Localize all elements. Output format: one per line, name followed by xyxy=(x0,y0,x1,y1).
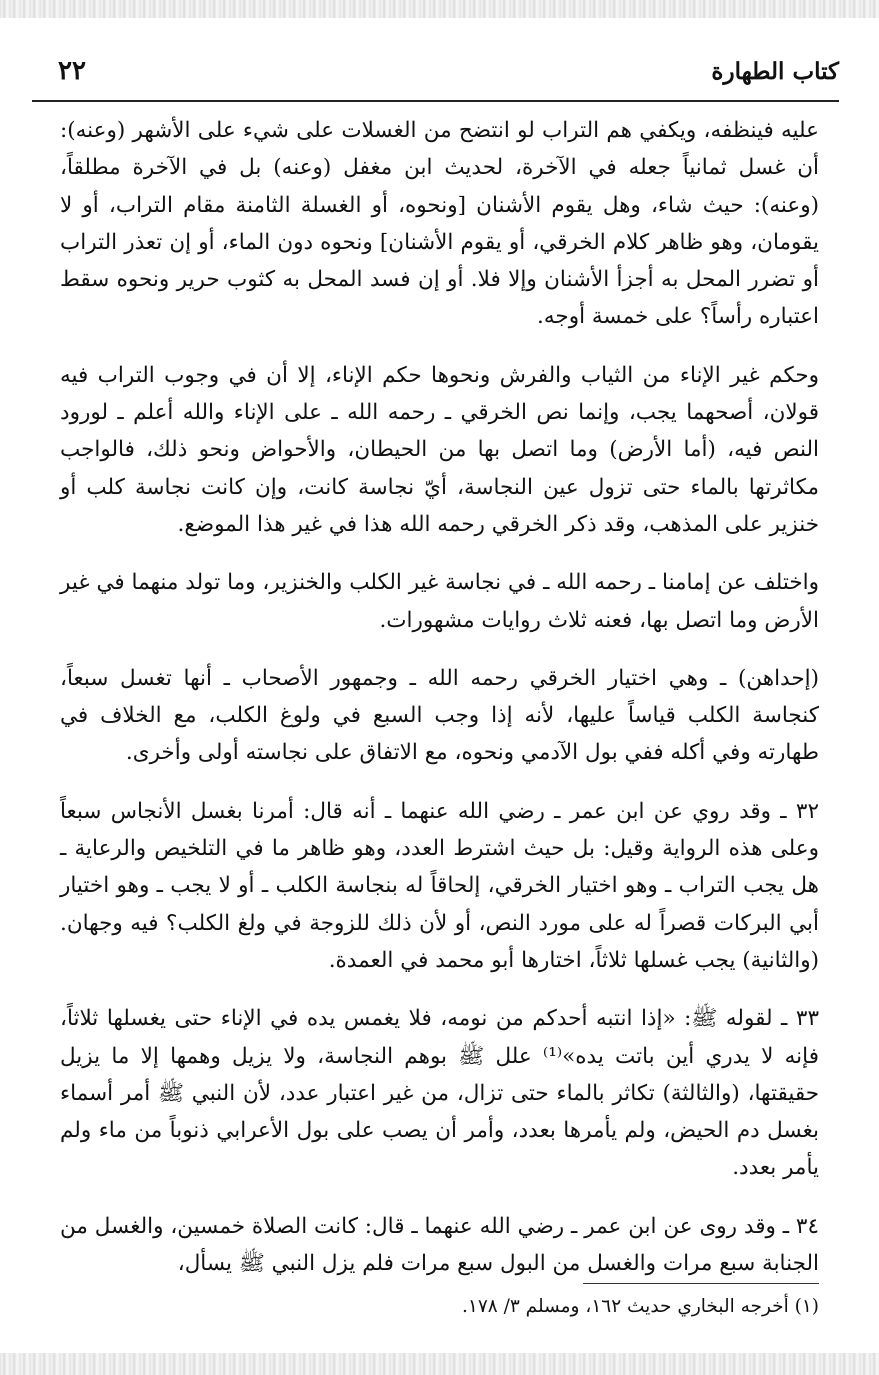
paragraph: عليه فينظفه، ويكفي هم التراب لو انتضح من الغسلات على شيء على الأشهر (وعنه): أن غسل ثمانياً جعله في الآخرة، لحديث ابن مغفل (وعنه) بل في الآخرة مطلقاً، (وعنه): حيث شاء، وهل يقوم الأشنان [ونحوه، أو الغسلة الثامنة مقام التراب، أو لا يقومان، وهو ظاهر كلام الخرقي، أو يقوم الأشنان] ونحوه دون الماء، أو إن تعذر التراب أو تضرر المحل به أجزأ الأشنان وإلا فلا. أو إن فسد المحل به كثوب حرير ونحوه سقط اعتباره رأساً؟ على خمسة أوجه. xyxy=(60,118,819,330)
footnote-divider xyxy=(583,1283,819,1284)
body-text xyxy=(60,112,819,1303)
scan-edge-top xyxy=(0,0,879,18)
paragraph: واختلف عن إمامنا ـ رحمه الله ـ في نجاسة غير الكلب والخنزير، وما تولد منهما في غير الأرض وما اتصل بها، فعنه ثلاث روايات مشهورات. xyxy=(60,570,819,633)
page-number: ٢٢ xyxy=(58,56,86,86)
scan-edge-bottom xyxy=(0,1353,879,1375)
paragraph: (إحداهن) ـ وهي اختيار الخرقي رحمه الله ـ وجمهور الأصحاب ـ أنها تغسل سبعاً، كنجاسة الكلب قياساً عليها، لأنه إذا وجب السبع في ولوغ الكلب، مع الخلاف في طهارته وفي أكله ففي بول الآدمي ونحوه، مع الاتفاق على نجاسته أولى وأخرى. xyxy=(60,665,819,766)
running-title: كتاب الطهارة xyxy=(711,58,839,85)
page-header xyxy=(32,52,839,102)
paragraph: ٣٤ ـ وقد روى عن ابن عمر ـ رضي الله عنهما ـ قال: كانت الصلاة خمسين، والغسل من الجنابة سبع مرات والغسل من البول سبع مرات فلم يزل النبي ﷺ يسأل، xyxy=(60,1213,819,1277)
footnote: (١) أخرجه البخاري حديث ١٦٢، ومسلم ٣/ ١٧٨. xyxy=(462,1296,819,1317)
paragraph: ٣٣ ـ لقوله ﷺ: «إذا انتبه أحدكم من نومه، فلا يغمس يده في الإناء حتى يغسلها ثلاثاً، فإنه لا يدري أين باتت يده»⁽¹⁾ علل ﷺ بوهم النجاسة، ولا يزيل وهمها إلا ما يزيل حقيقتها، (والثالثة) تكاثر بالماء حتى تزال، من غير اعتبار عدد، لأن النبي ﷺ أمر أسماء بغسل دم الحيض، ولم يأمرها بعدد، وأمر أن يصب على بول الأعرابي ذنوباً من ماء ولم يأمر بعدد. xyxy=(60,1006,819,1181)
paragraph: وحكم غير الإناء من الثياب والفرش ونحوها حكم الإناء، إلا أن في وجوب التراب فيه قولان، أصحهما يجب، وإنما نص الخرقي ـ رحمه الله ـ على الإناء والله أعلم ـ لورود النص فيه، (أما الأرض) وما اتصل بها من الحيطان، والأحواض ونحو ذلك، فالواجب مكاثرتها بالماء حتى تزول عين النجاسة، أيّ نجاسة كانت، وإن كانت نجاسة كلب أو خنزير على المذهب، وقد ذكر الخرقي رحمه الله هذا في غير هذا الموضع. xyxy=(60,362,819,537)
paragraph: ٣٢ ـ وقد روي عن ابن عمر ـ رضي الله عنهما ـ أنه قال: أمرنا بغسل الأنجاس سبعاً وعلى هذه الرواية وقيل: بل حيث اشترط العدد، وهو ظاهر ما في التلخيص والرعاية ـ هل يجب التراب ـ وهو اختيار الخرقي، إلحاقاً له بنجاسة الكلب ـ أو لا يجب ـ وهو اختيار أبي البركات قصراً له على مورد النص، أو لأن ذلك للزوجة في ولغ الكلب؟ فيه وجهان. (والثانية) يجب غسلها ثلاثاً، اختارها أبو محمد في العمدة. xyxy=(60,798,819,973)
